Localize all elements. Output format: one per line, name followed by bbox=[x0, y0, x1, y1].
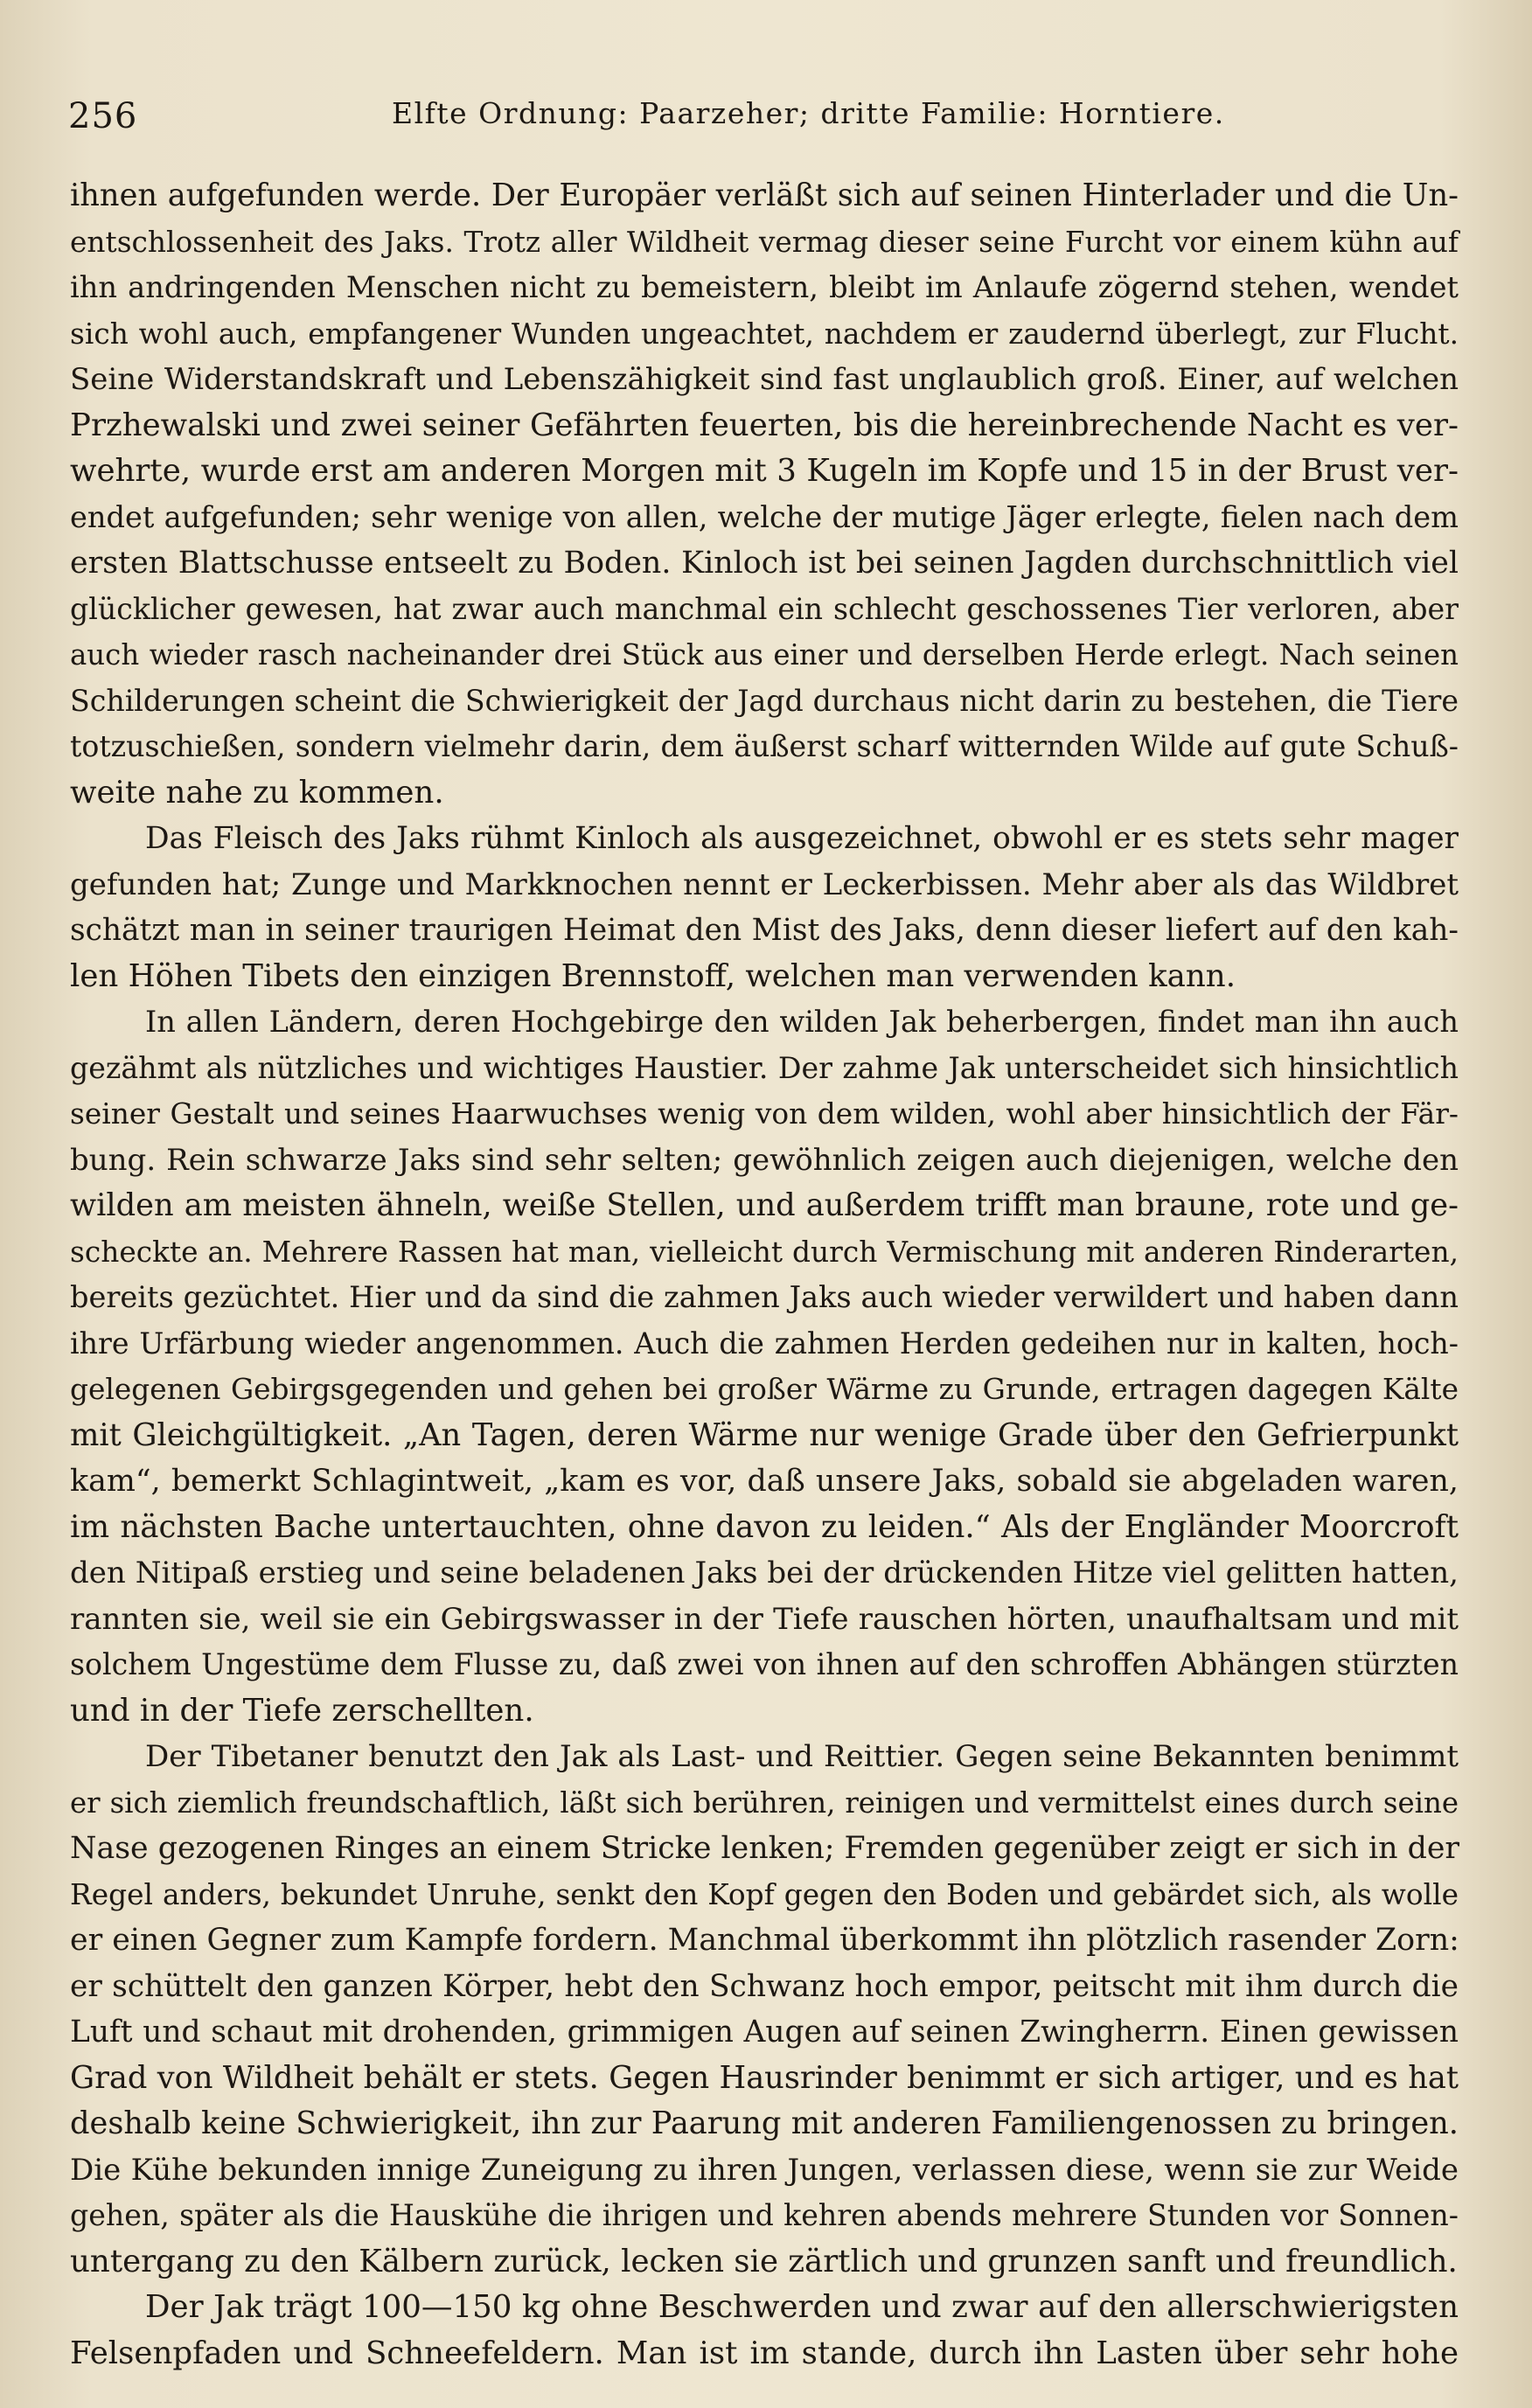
text-line: scheckte an. Mehrere Rassen hat man, vielleicht durch Vermischung mit anderen Rinderarten, bbox=[70, 1235, 1459, 1269]
text-line: entschlossenheit des Jaks. Trotz aller Wildheit vermag dieser seine Furcht vor einem kühn auf bbox=[70, 225, 1459, 259]
text-line: wehrte, wurde erst am anderen Morgen mit 3 Kugeln im Kopfe und 15 in der Brust ver- bbox=[70, 453, 1459, 489]
text-line: untergang zu den Kälbern zurück, lecken sie zärtlich und grunzen sanft und freundlich. bbox=[70, 2243, 1458, 2279]
text-line: rannten sie, weil sie ein Gebirgswasser in der Tiefe rauschen hörten, unaufhaltsam und mit bbox=[70, 1601, 1459, 1637]
text-line: sich wohl auch, empfangener Wunden ungeachtet, nachdem er zaudernd überlegt, zur Flucht. bbox=[70, 317, 1459, 351]
text-line: er schüttelt den ganzen Körper, hebt den Schwanz hoch empor, peitscht mit ihm durch die bbox=[70, 1968, 1459, 2004]
text-line: Die Kühe bekunden innige Zuneigung zu ihren Jungen, verlassen diese, wenn sie zur Weide bbox=[70, 2152, 1459, 2188]
text-line: den Nitipaß erstieg und seine beladenen Jaks bei der drückenden Hitze viel gelitten hatten, bbox=[70, 1555, 1459, 1590]
text-line: und in der Tiefe zerschellten. bbox=[70, 1692, 534, 1729]
text-line: Felsenpfaden und Schneefeldern. Man ist im stande, durch ihn Lasten über sehr hohe bbox=[70, 2335, 1459, 2371]
text-line: Der Jak trägt 100—150 kg ohne Beschwerden und zwar auf den allerschwierigsten bbox=[145, 2289, 1459, 2325]
text-line: gelegenen Gebirgsgegenden und gehen bei großer Wärme zu Grunde, ertragen dagegen Kälte bbox=[70, 1373, 1459, 1406]
text-line: bereits gezüchtet. Hier und da sind die zahmen Jaks auch wieder verwildert und haben dann bbox=[70, 1280, 1459, 1314]
text-line: gefunden hat; Zunge und Markknochen nennt er Leckerbissen. Mehr aber als das Wildbret bbox=[70, 866, 1459, 902]
text-line: Seine Widerstandskraft und Lebenszähigkeit sind fast unglaublich groß. Einer, auf welchen bbox=[70, 362, 1459, 397]
text-line: schätzt man in seiner traurigen Heimat den Mist des Jaks, denn dieser liefert auf den kah- bbox=[70, 913, 1459, 948]
text-line: Schilderungen scheint die Schwierigkeit der Jagd durchaus nicht darin zu bestehen, die Tiere bbox=[70, 683, 1459, 718]
text-line: er sich ziemlich freundschaftlich, läßt sich berühren, reinigen und vermittelst eines durch seine bbox=[70, 1785, 1459, 1820]
text-line: len Höhen Tibets den einzigen Brennstoff, welchen man verwenden kann. bbox=[70, 957, 1236, 994]
text-line: glücklicher gewesen, hat zwar auch manchmal ein schlecht geschossenes Tier verloren, aber bbox=[70, 591, 1459, 626]
text-line: endet aufgefunden; sehr wenige von allen, welche der mutige Jäger erlegte, fielen nach dem bbox=[70, 499, 1459, 534]
page-header bbox=[68, 91, 1459, 143]
text-line: ihre Urfärbung wieder angenommen. Auch die zahmen Herden gedeihen nur in kalten, hoch- bbox=[70, 1326, 1459, 1361]
text-line: ihn andringenden Menschen nicht zu bemeistern, bleibt im Anlaufe zögernd stehen, wendet bbox=[70, 270, 1459, 304]
text-line: Przhewalski und zwei seiner Gefährten feuerten, bis die hereinbrechende Nacht es ver- bbox=[70, 407, 1459, 443]
text-line: Regel anders, bekundet Unruhe, senkt den Kopf gegen den Boden und gebärdet sich, als wolle bbox=[70, 1877, 1459, 1911]
text-line: Luft und schaut mit drohenden, grimmigen Augen auf seinen Zwingherrn. Einen gewissen bbox=[70, 2015, 1459, 2050]
text-line: kam“, bemerkt Schlagintweit, „kam es vor, daß unsere Jaks, sobald sie abgeladen waren, bbox=[70, 1464, 1459, 1499]
text-line: im nächsten Bache untertauchten, ohne davon zu leiden.“ Als der Engländer Moorcroft bbox=[70, 1508, 1459, 1545]
text-line: seiner Gestalt und seines Haarwuchses wenig von dem wilden, wohl aber hinsichtlich der Fär- bbox=[70, 1097, 1459, 1131]
text-line: mit Gleichgültigkeit. „An Tagen, deren Wärme nur wenige Grade über den Gefrierpunkt bbox=[70, 1416, 1459, 1453]
text-line: ersten Blattschusse entseelt zu Boden. Kinloch ist bei seinen Jagden durchschnittlich viel bbox=[70, 546, 1459, 581]
text-line: bung. Rein schwarze Jaks sind sehr selten; gewöhnlich zeigen auch diejenigen, welche den bbox=[70, 1142, 1459, 1178]
text-line: weite nahe zu kommen. bbox=[70, 774, 444, 811]
text-line: gehen, später als die Hauskühe die ihrigen und kehren abends mehrere Stunden vor Sonnen- bbox=[70, 2198, 1459, 2232]
text-line: totzuschießen, sondern vielmehr darin, dem äußerst scharf witternden Wilde auf gute Schuß- bbox=[70, 729, 1459, 763]
text-line: auch wieder rasch nacheinander drei Stück aus einer und derselben Herde erlegt. Nach seinen bbox=[70, 638, 1459, 672]
body-text bbox=[70, 173, 1459, 2377]
page-number: 256 bbox=[68, 96, 138, 136]
text-line: gezähmt als nützliches und wichtiges Haustier. Der zahme Jak unterscheidet sich hinsichtlich bbox=[70, 1050, 1459, 1085]
text-line: wilden am meisten ähneln, weiße Stellen, und außerdem trifft man braune, rote und ge- bbox=[70, 1187, 1459, 1223]
running-head: Elfte Ordnung: Paarzeher; dritte Familie: Horntiere. bbox=[392, 96, 1225, 130]
text-line: ihnen aufgefunden werde. Der Europäer verläßt sich auf seinen Hinterlader und die Un- bbox=[70, 177, 1459, 213]
text-line: In allen Ländern, deren Hochgebirge den wilden Jak beherbergen, findet man ihn auch bbox=[145, 1005, 1459, 1039]
text-line: solchem Ungestüme dem Flusse zu, daß zwei von ihnen auf den schroffen Abhängen stürzten bbox=[70, 1647, 1459, 1681]
text-line: Das Fleisch des Jaks rühmt Kinloch als ausgezeichnet, obwohl er es stets sehr mager bbox=[145, 821, 1459, 856]
text-line: deshalb keine Schwierigkeit, ihn zur Paarung mit anderen Familiengenossen zu bringen. bbox=[70, 2105, 1459, 2141]
text-line: Grad von Wildheit behält er stets. Gegen Hausrinder benimmt er sich artiger, und es hat bbox=[70, 2059, 1459, 2096]
text-line: Nase gezogenen Ringes an einem Stricke lenken; Fremden gegenüber zeigt er sich in der bbox=[70, 1831, 1460, 1866]
text-line: er einen Gegner zum Kampfe fordern. Manchmal überkommt ihn plötzlich rasender Zorn: bbox=[70, 1923, 1459, 1958]
text-line: Der Tibetaner benutzt den Jak als Last- und Reittier. Gegen seine Bekannten benimmt bbox=[145, 1739, 1459, 1774]
